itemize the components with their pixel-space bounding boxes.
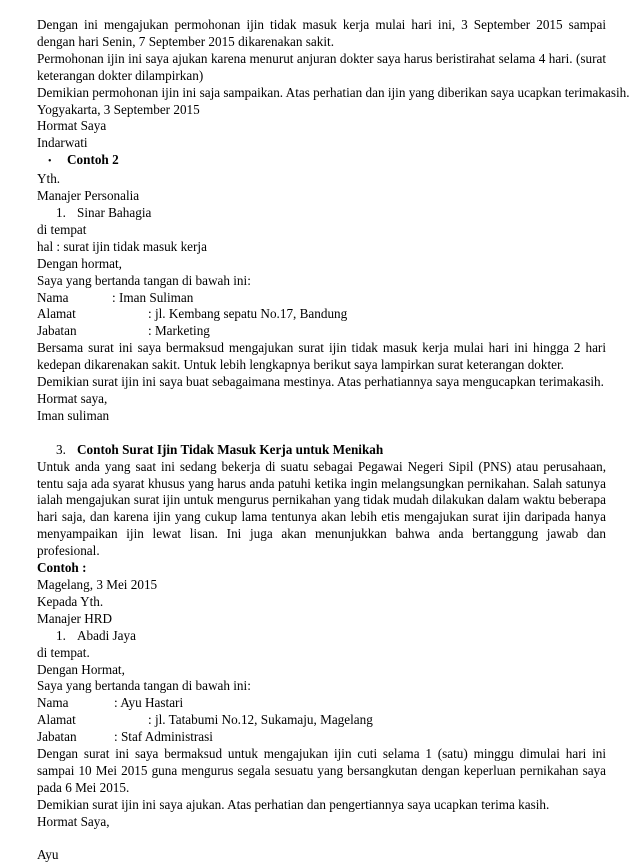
section3-place: di tempat. (37, 644, 90, 660)
letter1-paragraph-1: Dengan ini mengajukan permohonan ijin tidak masuk kerja mulai hari ini, 3 September 2015 sampai dengan hari Senin, 7 September 2015 dikarenakan sakit. (37, 17, 606, 49)
field-value: : Staf Administrasi (114, 729, 213, 745)
field-value: : jl. Kembang sepatu No.17, Bandung (148, 306, 348, 322)
section3-company-item (37, 628, 606, 645)
contoh2-to: Yth. (37, 171, 61, 187)
section3-field-alamat (37, 712, 606, 729)
section3-title: Contoh Surat Ijin Tidak Masuk Kerja untuk Menikah (77, 441, 384, 457)
section3-intro: Untuk anda yang saat ini sedang bekerja di suatu sebagai Pegawai Negeri Sipil (PNS) atau perusahaan, tentu saja ada syarat khusus yang harus anda patuhi ketika ingin melangsungkan pernikahan. Salah satunya ialah mengajukan surat ijin untuk mengurus pernikahan yang tidak mudah dilakukan dalam waktu beberapa hari saja, dan karena ijin yang cukup lama tentunya akan lebih etis mengajukan surat ijin daripada hanya menyampaikan ijin lewat lisan. Ini juga akan menunjukkan bahwa anda bertanggung jawab dan profesional. (37, 458, 606, 559)
field-label: Alamat (37, 306, 76, 322)
spacer (37, 425, 606, 442)
contoh2-intro: Saya yang bertanda tangan di bawah ini: (37, 272, 251, 288)
section3-field-jabatan (37, 729, 606, 746)
contoh2-heading: Contoh 2 (67, 152, 119, 168)
section3-body: Dengan surat ini saya bermaksud untuk mengajukan ijin cuti selama 1 (satu) minggu dimulai hari ini sampai 10 Mei 2015 guna mengurus segala sesuatu yang bersangkutan dengan keperluan pernikahan saya pada 6 Mei 2015. (37, 746, 606, 795)
contoh2-body: Bersama surat ini saya bermaksud mengajukan surat ijin tidak masuk kerja mulai hari ini hingga 2 hari kedepan dikarenakan sakit. Untuk lebih lengkapnya berikut saya lampirkan surat keterangan dokter. (37, 340, 606, 373)
section3-field-nama (37, 695, 606, 712)
spacer (37, 831, 606, 847)
contoh2-company: Sinar Bahagia (77, 204, 152, 220)
letter1-closing: Hormat Saya (37, 118, 107, 134)
contoh2-closing-text: Demikian surat ijin ini saya buat sebagaimana mestinya. Atas perhatiannya saya mengucapkan terimakasih. (37, 374, 604, 390)
field-value: : jl. Tatabumi No.12, Sukamaju, Magelang (148, 712, 373, 728)
contoh2-field-nama (37, 290, 606, 307)
section3-closing-text: Demikian surat ijin ini saya ajukan. Atas perhatian dan pengertiannya saya ucapkan terima kasih. (37, 796, 550, 812)
field-label: Jabatan (37, 323, 77, 339)
contoh2-heading-item (37, 152, 606, 171)
section3-contoh-label: Contoh : (37, 560, 87, 576)
section3-recipient: Manajer HRD (37, 610, 113, 626)
section3-company: Abadi Jaya (77, 627, 136, 643)
contoh2-company-number: 1. (56, 204, 66, 220)
contoh2-field-alamat (37, 306, 606, 323)
field-value: : Marketing (148, 323, 210, 339)
letter1-signer: Indarwati (37, 135, 88, 151)
section3-signer-intro: Saya yang bertanda tangan di bawah ini: (37, 678, 251, 694)
field-value: : Ayu Hastari (114, 695, 184, 711)
section3-to: Kepada Yth. (37, 593, 104, 609)
contoh2-signer: Iman suliman (37, 407, 110, 423)
letter1-place-date: Yogyakarta, 3 September 2015 (37, 101, 200, 117)
section3-signer: Ayu (37, 846, 59, 862)
contoh2-field-jabatan (37, 323, 606, 340)
contoh2-place: di tempat (37, 221, 87, 237)
letter1-paragraph-3: Demikian permohonan ijin ini saja sampaikan. Atas perhatian dan ijin yang diberikan saya ucapkan terimakasih. (37, 84, 630, 100)
section3-closing: Hormat Saya, (37, 813, 110, 829)
section3-heading (37, 442, 606, 459)
contoh2-company-item (37, 205, 606, 222)
field-label: Alamat (37, 712, 76, 728)
section3-place-date: Magelang, 3 Mei 2015 (37, 577, 158, 592)
field-value: : Iman Suliman (112, 289, 194, 305)
section3-company-number: 1. (56, 627, 66, 643)
letter1-paragraph-2: Permohonan ijin ini saya ajukan karena menurut anjuran dokter saya harus beristirahat selama 4 hari. (surat keterangan dokter dilampirkan) (37, 50, 606, 83)
contoh2-recipient: Manajer Personalia (37, 188, 140, 204)
field-label: Nama (37, 695, 69, 711)
bullet-icon: • (48, 156, 52, 168)
contoh2-subject: hal : surat ijin tidak masuk kerja (37, 238, 207, 254)
contoh2-greeting: Dengan hormat, (37, 255, 122, 271)
contoh2-closing: Hormat saya, (37, 390, 108, 406)
field-label: Jabatan (37, 729, 77, 745)
section3-greeting: Dengan Hormat, (37, 661, 125, 677)
section3-number: 3. (56, 441, 66, 457)
field-label: Nama (37, 289, 69, 305)
